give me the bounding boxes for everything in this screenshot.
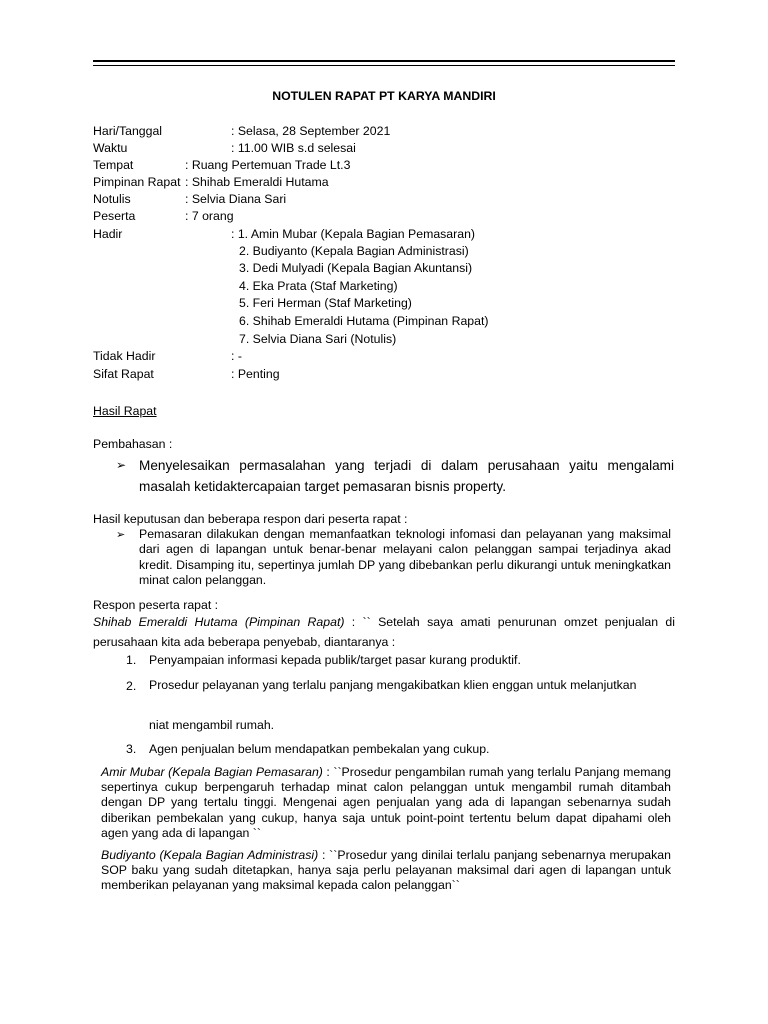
hadir-item: 6. Shihab Emeraldi Hutama (Pimpinan Rapat)	[239, 314, 489, 328]
arrow-bullet-icon: ➢	[116, 529, 126, 541]
pimpinan-value: : Shihab Emeraldi Hutama	[185, 175, 329, 189]
hari-value: : Selasa, 28 September 2021	[231, 124, 391, 138]
keputusan-label: Hasil keputusan dan beberapa respon dari peserta rapat :	[93, 512, 408, 526]
speaker-name: Amir Mubar (Kepala Bagian Pemasaran)	[101, 765, 323, 779]
hadir-item: 2. Budiyanto (Kepala Bagian Administrasi)	[239, 244, 469, 258]
respon-shihab	[93, 613, 675, 652]
hadir-item: 7. Selvia Diana Sari (Notulis)	[239, 332, 397, 346]
pimpinan-label: Pimpinan Rapat	[93, 175, 181, 189]
respon-label: Respon peserta rapat :	[93, 598, 219, 612]
peserta-label: Peserta	[93, 209, 136, 223]
hadir-label: Hadir	[93, 227, 123, 241]
notulis-label: Notulis	[93, 192, 131, 206]
list-item-continuation: niat mengambil rumah.	[149, 718, 275, 732]
hari-label: Hari/Tanggal	[93, 124, 163, 138]
list-item: Penyampaian informasi kepada publik/target pasar kurang produktif.	[149, 653, 521, 667]
list-item: Agen penjualan belum mendapatkan pembekalan yang cukup.	[149, 742, 490, 756]
tidak-hadir-label: Tidak Hadir	[93, 349, 156, 363]
list-number: 1.	[126, 653, 137, 667]
hadir-item: 3. Dedi Mulyadi (Kepala Bagian Akuntansi)	[239, 261, 473, 275]
keputusan-text: Pemasaran dilakukan dengan memanfaatkan teknologi infomasi dan pelayanan yang maksimal dari agen di lapangan untuk benar-benar melayani calon pelanggan sampai terjadinya akad kredit. Disamping itu, sepertinya jumlah DP yang dibebankan perlu dikurangi untuk meningkatkan minat calon pelanggan.	[139, 527, 671, 587]
tempat-label: Tempat	[93, 158, 134, 172]
waktu-value: : 11.00 WIB s.d selesai	[231, 141, 356, 155]
arrow-bullet-icon: ➢	[116, 458, 127, 472]
pembahasan-label: Pembahasan :	[93, 437, 173, 451]
speaker-statement: : ``Prosedur yang dinilai terlalu panjang sebenarnya merupakan SOP baku yang sudah ditetapkan, hanya saja perlu pelayanan maksimal dari agen di lapangan untuk memberikan pelayanan yang maksimal kepada calon pelanggan``	[101, 848, 671, 893]
tempat-value: : Ruang Pertemuan Trade Lt.3	[185, 158, 351, 172]
notulis-value: : Selvia Diana Sari	[185, 192, 287, 206]
sifat-rapat-label: Sifat Rapat	[93, 367, 154, 381]
speaker-statement: : ``Prosedur pengambilan rumah yang terlalu Panjang memang sepertinya cukup berpengaruh terhadap minat calon pelanggan untuk mengambil rumah ditambah dengan DP yang tertalu tinggi. Mengenai agen penjualan yang ada di lapangan sebenarnya sudah diberikan pembekalan yang cukup, hanya saja untuk point-point tertentu belum dapat dipahami oleh agen yang ada di lapangan ``	[101, 765, 671, 840]
peserta-value: : 7 orang	[185, 209, 234, 223]
top-rule-thin	[93, 65, 675, 66]
tidak-hadir-value: : -	[231, 349, 242, 363]
sifat-rapat-value: : Penting	[231, 367, 280, 381]
speaker-name: Shihab Emeraldi Hutama (Pimpinan Rapat)	[93, 615, 345, 629]
respon-amir	[101, 765, 671, 841]
hadir-item: 5. Feri Herman (Staf Marketing)	[239, 296, 412, 310]
pembahasan-text: Menyelesaikan permasalahan yang terjadi di dalam perusahaan yaitu mengalami masalah ketidaktercapaian target pemasaran bisnis property.	[139, 458, 674, 494]
speaker-statement: : `` Setelah saya amati penurunan omzet penjualan di perusahaan kita ada beberapa penyebab, diantaranya :	[93, 615, 675, 649]
list-item: Prosedur pelayanan yang terlalu panjang mengakibatkan klien enggan untuk melanjutkan	[149, 678, 637, 692]
top-rule	[93, 60, 675, 62]
hasil-rapat-heading: Hasil Rapat	[93, 404, 157, 418]
document-title: NOTULEN RAPAT PT KARYA MANDIRI	[272, 89, 496, 103]
list-number: 2.	[126, 679, 137, 693]
waktu-label: Waktu	[93, 141, 128, 155]
hadir-item: 4. Eka Prata (Staf Marketing)	[239, 279, 398, 293]
respon-budiyanto	[101, 848, 671, 894]
list-number: 3.	[126, 742, 137, 756]
speaker-name: Budiyanto (Kepala Bagian Administrasi)	[101, 848, 319, 862]
hadir-item: : 1. Amin Mubar (Kepala Bagian Pemasaran)	[231, 227, 476, 241]
